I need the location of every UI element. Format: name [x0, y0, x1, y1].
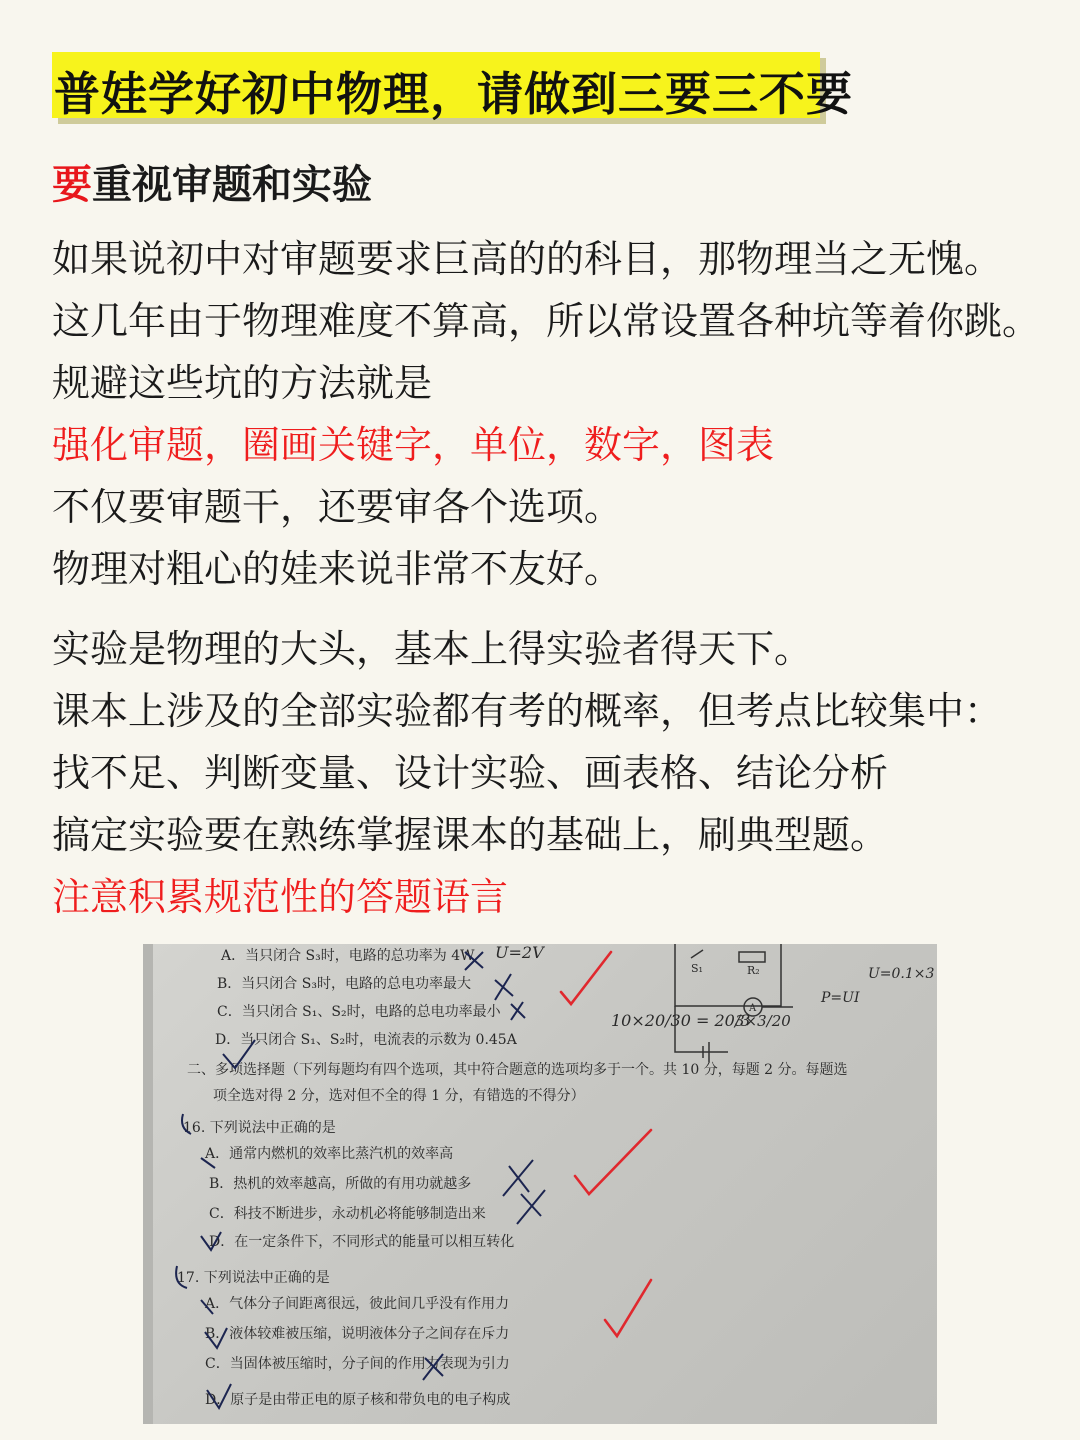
exam-line: A．通常内燃机的效率比蒸汽机的效率高 — [205, 1146, 454, 1162]
exam-line: C．当固体被压缩时，分子间的作用力表现为引力 — [205, 1356, 510, 1372]
paragraph-line: 物理对粗心的娃来说非常不友好。 — [52, 547, 623, 591]
paragraph-line: 这几年由于物理难度不算高，所以常设置各种坑等着你跳。 — [52, 299, 1041, 343]
paragraph-line: 规避这些坑的方法就是 — [52, 361, 433, 405]
exam-line: 项全选对得 2 分，选对但不全的得 1 分，有错选的不得分） — [213, 1088, 585, 1104]
exam-line: A．气体分子间距离很远，彼此间几乎没有作用力 — [205, 1296, 510, 1312]
handwriting-note: P=UI — [821, 990, 860, 1006]
exam-line: D．当只闭合 S₁、S₂时，电流表的示数为 0.45A — [215, 1032, 517, 1048]
paragraph-line: 找不足、判断变量、设计实验、画表格、结论分析 — [52, 751, 889, 795]
red-check-marks — [561, 952, 651, 1336]
page-title: 普娃学好初中物理，请做到三要三不要 — [54, 67, 853, 121]
handwriting-note: U=2V — [495, 944, 544, 962]
exam-line: B．热机的效率越高，所做的有用功就越多 — [209, 1176, 472, 1192]
exam-line: 17. 下列说法中正确的是 — [177, 1270, 330, 1286]
exam-line: D．原子是由带正电的原子核和带负电的电子构成 — [205, 1392, 511, 1408]
paragraph-review-questions — [52, 228, 1040, 600]
handwriting-note: 10×20/30 = 20/3 — [611, 1011, 751, 1030]
paragraph-line: 课本上涉及的全部实验都有考的概率，但考点比较集中： — [52, 689, 1003, 733]
circuit-label-ammeter: A — [749, 1003, 757, 1014]
exam-line: D．在一定条件下，不同形式的能量可以相互转化 — [209, 1234, 515, 1250]
exam-line: C．当只闭合 S₁、S₂时，电路的总电功率最小 — [217, 1004, 501, 1020]
exam-paper-content — [143, 944, 937, 1424]
section-heading — [52, 153, 372, 210]
exam-line: B．液体较难被压缩，说明液体分子之间存在斥力 — [205, 1326, 510, 1342]
paragraph-line: 如果说初中对审题要求巨高的的科目，那物理当之无愧。 — [52, 237, 1003, 281]
exam-line: C．科技不断进步，永动机必将能够制造出来 — [209, 1206, 486, 1222]
paragraph-line-highlight: 强化审题，圈画关键字，单位，数字，图表 — [52, 423, 775, 467]
exam-line: 16. 下列说法中正确的是 — [183, 1120, 336, 1136]
handwritten-notes — [495, 944, 935, 1030]
handwriting-note: U=0.1×3 — [868, 966, 935, 982]
section-heading-prefix: 要 — [52, 162, 92, 208]
circuit-label-r2: R₂ — [747, 964, 760, 977]
section-heading-rest: 重视审题和实验 — [92, 162, 372, 208]
exam-line: 二、多项选择题（下列每题均有四个选项，其中符合题意的选项均多于一个。共 10 分，每题 2 分。每题选 — [187, 1062, 848, 1078]
circuit-label-s1: S₁ — [691, 962, 703, 975]
exam-line: A．当只闭合 S₃时，电路的总功率为 4W — [221, 948, 475, 964]
exam-line: B．当只闭合 S₃时，电路的总电功率最大 — [217, 976, 471, 992]
paragraph-line: 不仅要审题干，还要审各个选项。 — [52, 485, 623, 529]
exam-paper-photo — [143, 944, 937, 1424]
paragraph-line: 搞定实验要在熟练掌握课本的基础上，刷典型题。 — [52, 813, 889, 857]
handwriting-note: 3×3/20 — [735, 1012, 791, 1030]
paragraph-line-highlight: 注意积累规范性的答题语言 — [52, 875, 509, 919]
paragraph-line: 实验是物理的大头，基本上得实验者得天下。 — [52, 627, 813, 671]
title-banner — [52, 52, 853, 121]
paragraph-experiments — [52, 618, 1002, 928]
